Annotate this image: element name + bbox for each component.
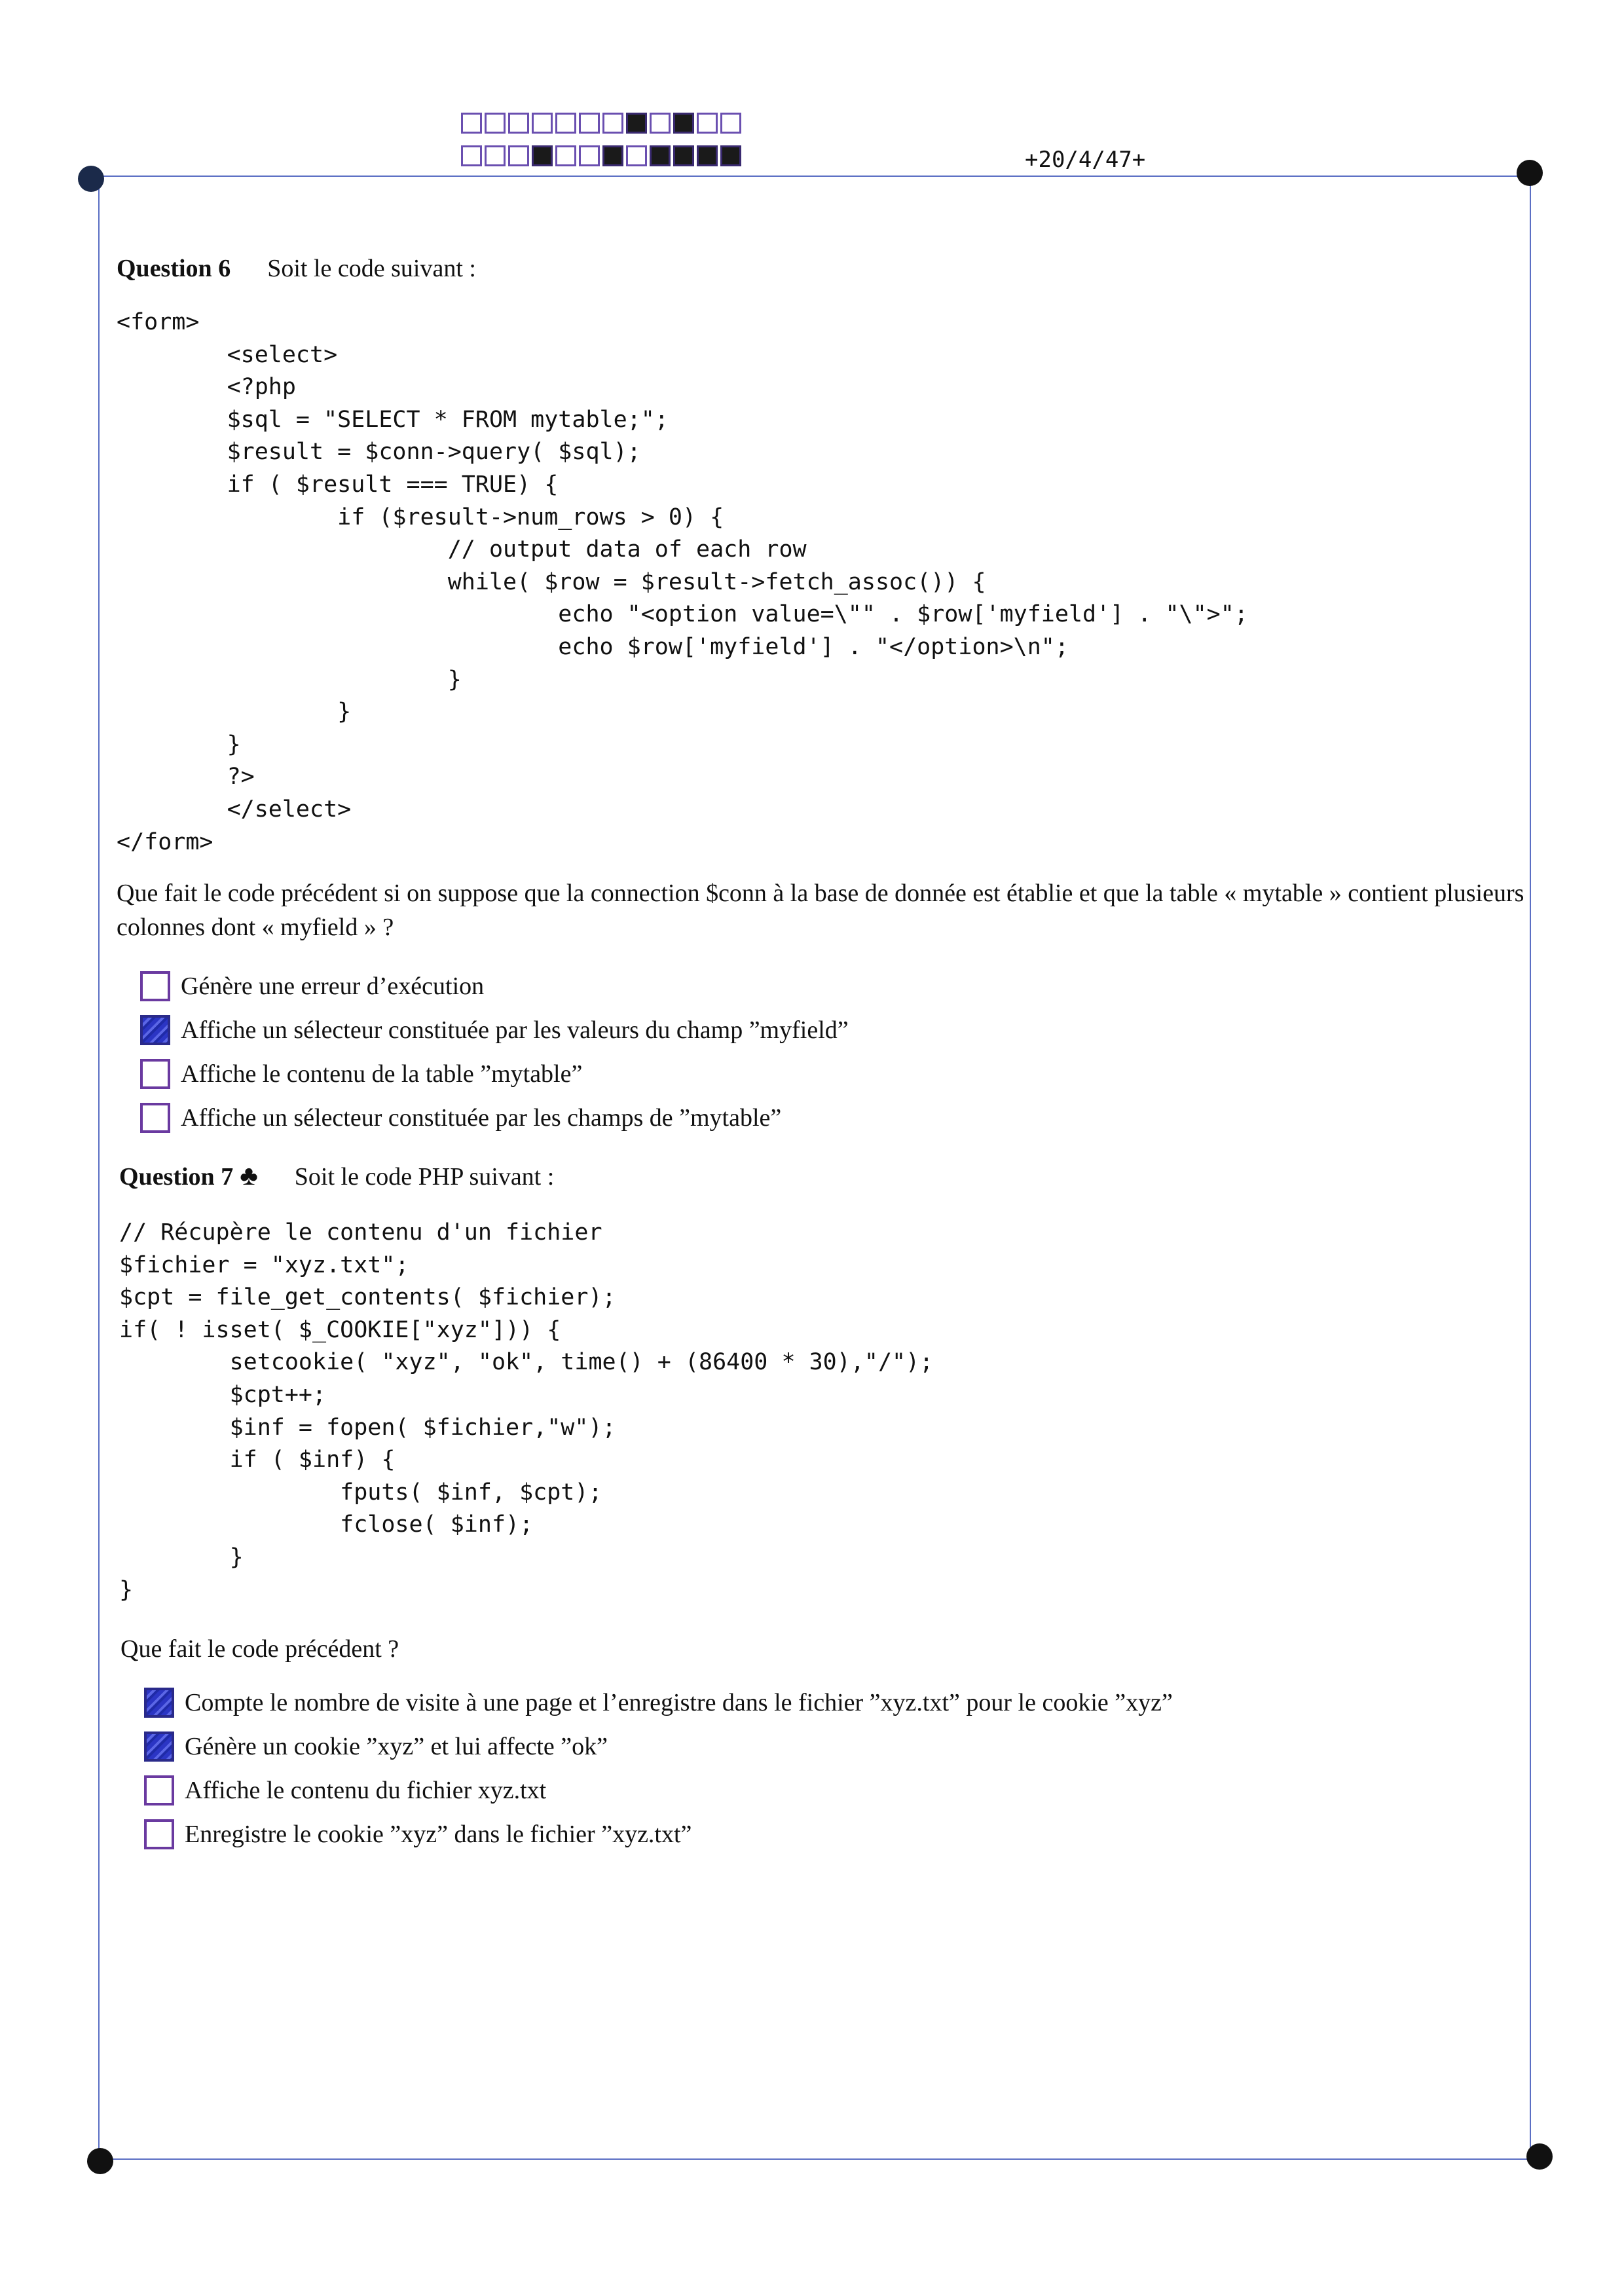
question-text: Que fait le code précédent si on suppose que la connection $conn à la base de donnée est établie et que la table « mytable » contient plusieurs colonnes dont « myfield » ? (117, 880, 1524, 941)
code-bar-cell (720, 145, 741, 166)
answer-option[interactable] (144, 1724, 1173, 1768)
answer-label: Affiche un sélecteur constituée par les champs de ”mytable” (181, 1103, 782, 1132)
checkbox[interactable] (144, 1819, 174, 1849)
id-code-bar-2 (461, 145, 741, 166)
code-bar-cell (485, 113, 506, 134)
registration-mark (78, 166, 104, 192)
checkbox[interactable] (140, 1103, 170, 1133)
question-text: Que fait le code précédent ? (120, 1635, 399, 1663)
code-bar-cell (532, 145, 553, 166)
answer-option[interactable] (144, 1768, 1173, 1812)
answer-option[interactable] (140, 964, 849, 1008)
answer-list (140, 964, 849, 1139)
code-bar-cell (673, 113, 694, 134)
answer-list (144, 1680, 1173, 1856)
code-bar-cell (626, 145, 647, 166)
code-bar-cell (579, 145, 600, 166)
club-icon: ♣ (240, 1161, 258, 1191)
code-bar-cell (720, 113, 741, 134)
answer-label: Affiche le contenu de la table ”mytable” (181, 1060, 583, 1088)
question-label: Question 6 (117, 255, 231, 282)
code-bar-cell (697, 145, 718, 166)
answer-label: Affiche un sélecteur constituée par les valeurs du champ ”myfield” (181, 1016, 849, 1044)
answer-label: Génère un cookie ”xyz” et lui affecte ”ok” (185, 1732, 608, 1760)
id-code-bar-1 (461, 113, 741, 134)
answer-label: Compte le nombre de visite à une page et l’enregistre dans le fichier ”xyz.txt” pour le cookie ”xyz” (185, 1688, 1173, 1716)
code-bar-cell (461, 113, 482, 134)
code-bar-cell (485, 145, 506, 166)
checkbox[interactable] (140, 1015, 170, 1045)
code-bar-cell (461, 145, 482, 166)
answer-label: Affiche le contenu du fichier xyz.txt (185, 1776, 547, 1804)
checkbox[interactable] (144, 1775, 174, 1805)
code-block: <form> <select> <?php $sql = "SELECT * FROM mytable;"; $result = $conn->query( $sql); if ( $result === TRUE) { if ($result->num_rows > 0) { // output data of each row while( $row = $result->fetch_assoc()) { echo "<option value=\"" . $row['myfield'] . "\">"; echo $row['myfield'] . "</option>\n"; } } } ?> </select> </form> (117, 309, 1248, 855)
registration-mark (1526, 2143, 1553, 2170)
answer-label: Enregistre le cookie ”xyz” dans le fichier ”xyz.txt” (185, 1820, 692, 1848)
code-bar-cell (579, 113, 600, 134)
checkbox[interactable] (140, 971, 170, 1001)
registration-mark (1517, 160, 1543, 186)
question-6-header (117, 254, 476, 283)
code-bar-cell (626, 113, 647, 134)
question-prompt: Soit le code PHP suivant : (294, 1163, 555, 1191)
code-bar-cell (555, 145, 576, 166)
code-bar-cell (555, 113, 576, 134)
code-bar-cell (508, 145, 529, 166)
checkbox[interactable] (144, 1688, 174, 1718)
answer-option[interactable] (140, 1052, 849, 1096)
page-id: +20/4/47+ (1025, 147, 1146, 173)
code-block: // Récupère le contenu d'un fichier $fichier = "xyz.txt"; $cpt = file_get_contents( $fichier); if( ! isset( $_COOKIE["xyz"])) { setcookie( "xyz", "ok", time() + (86400 * 30),"/"); $cpt++; $inf = fopen( $fichier,"w"); if ( $inf) { fputs( $inf, $cpt); fclose( $inf); } } (119, 1219, 934, 1603)
code-bar-cell (673, 145, 694, 166)
code-bar-cell (508, 113, 529, 134)
answer-option[interactable] (144, 1812, 1173, 1856)
question-label: Question 7 (119, 1163, 234, 1191)
answer-option[interactable] (144, 1680, 1173, 1724)
code-bar-cell (532, 113, 553, 134)
answer-option[interactable] (140, 1096, 849, 1139)
registration-mark (87, 2148, 113, 2174)
checkbox[interactable] (140, 1059, 170, 1089)
answer-option[interactable] (140, 1008, 849, 1052)
code-bar-cell (602, 145, 623, 166)
question-7-header (119, 1160, 554, 1192)
question-prompt: Soit le code suivant : (267, 255, 476, 282)
code-bar-cell (602, 113, 623, 134)
checkbox[interactable] (144, 1731, 174, 1762)
answer-label: Génère une erreur d’exécution (181, 972, 485, 1000)
code-bar-cell (650, 113, 671, 134)
code-bar-cell (697, 113, 718, 134)
code-bar-cell (650, 145, 671, 166)
